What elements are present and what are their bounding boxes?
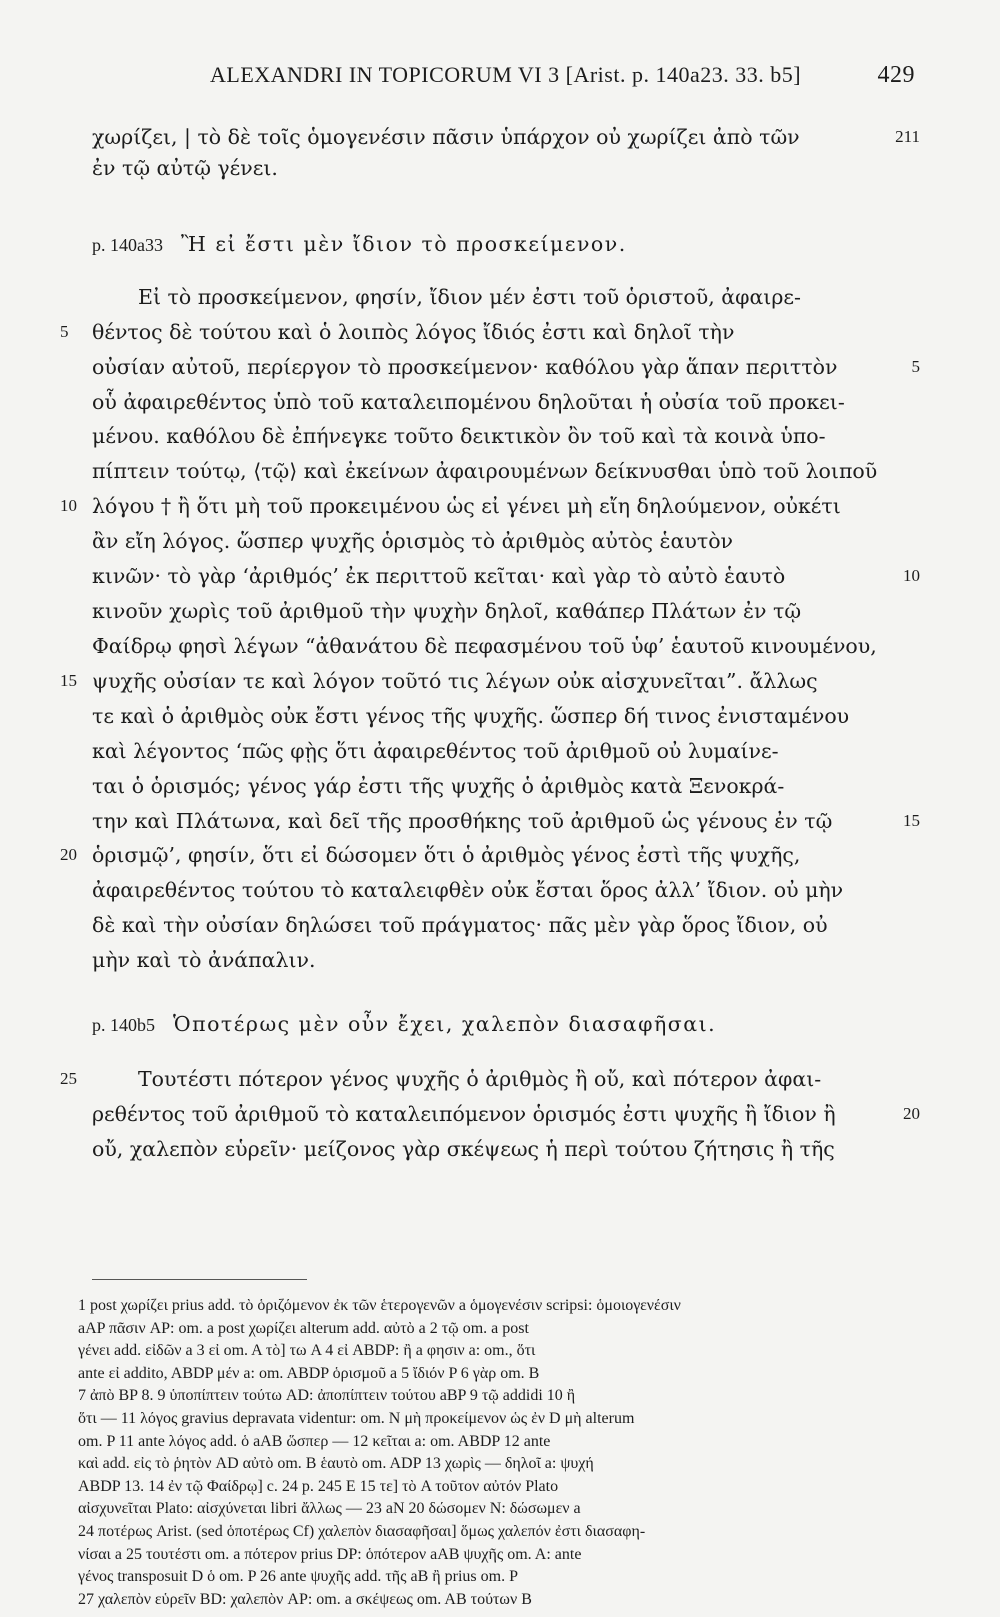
- text-line: [92, 946, 882, 974]
- text-line: [92, 807, 920, 835]
- line-text: οὗ ἀφαιρεθέντος ὑπὸ τοῦ καταλειπομένου δηλοῦται ἡ οὐσία τοῦ προκει-: [92, 390, 845, 414]
- text-line: [92, 876, 882, 904]
- apparatus-line: ante εἰ addito, ABDP μέν a: om. ABDP ὁρισμοῦ a 5 ἴδιόν P 6 γὰρ om. B: [78, 1364, 540, 1382]
- page-number: 429: [877, 62, 915, 88]
- apparatus-line: ABDP 13. 14 ἐν τῷ Φαίδρῳ] c. 24 p. 245 E 15 τε] τὸ A τοῦτον αὐτόν Plato: [78, 1477, 559, 1495]
- text-line: [92, 737, 882, 765]
- line-text: την καὶ Πλάτωνα, καὶ δεῖ τῆς προσθήκης τοῦ ἀριθμοῦ ὡς γένους ἐν τῷ: [92, 809, 833, 833]
- text-line: [92, 230, 882, 259]
- text-line: [92, 562, 920, 590]
- text-line: [92, 422, 882, 450]
- line-text: κινῶν· τὸ γὰρ ‘ἀριθμός’ ἐκ περιττοῦ κεῖται· καὶ γὰρ τὸ αὐτὸ ἑαυτὸ: [92, 564, 786, 588]
- apparatus-line: γένος transposuit D ὁ om. P 26 ante ψυχῆς add. τῆς aB ἢ prius om. P: [78, 1568, 518, 1586]
- text-line: [60, 667, 882, 695]
- line-text: Τουτέστι πότερον γένος ψυχῆς ὁ ἀριθμὸς ἢ οὔ, καὶ πότερον ἀφαι-: [138, 1067, 822, 1091]
- line-number-right: 10: [903, 566, 920, 585]
- running-title: ALEXANDRI IN TOPICORUM VI 3 [Arist. p. 140a23. 33. b5]: [210, 62, 802, 87]
- text-line: [60, 841, 882, 869]
- line-text: ται ὁ ὁρισμός; γένος γάρ ἐστι τῆς ψυχῆς ὁ ἀριθμὸς κατὰ Ξενοκρά-: [92, 774, 785, 798]
- line-number-right: 211: [895, 127, 920, 146]
- apparatus-line: γένει add. εἰδῶν a 3 εἰ om. A τὸ] τω A 4 εἰ ABDP: ἢ a φησιν a: om., ὅτι: [78, 1342, 536, 1360]
- line-number-left: 20: [60, 845, 77, 864]
- text-line: [60, 1065, 882, 1093]
- line-text: λόγου † ἢ ὅτι μὴ τοῦ προκειμένου ὡς εἰ γένει μὴ εἴη δηλούμενον, οὐκέτι: [92, 494, 841, 518]
- apparatus-line: 27 χαλεπὸν εὑρεῖν BD: χαλεπὸν AP: om. a σκέψεως om. AB τούτων B: [78, 1590, 532, 1608]
- line-text: θέντος δὲ τούτου καὶ ὁ λοιπὸς λόγος ἴδιός ἐστι καὶ δηλοῖ τὴν: [92, 320, 735, 344]
- line-text: ἀφαιρεθέντος τούτου τὸ καταλειφθὲν οὐκ ἔσται ὅρος ἀλλ’ ἴδιον. οὐ μὴν: [92, 878, 844, 902]
- text-line: [92, 123, 920, 151]
- text-line: [92, 1100, 920, 1128]
- line-number-right: 15: [903, 811, 920, 830]
- line-text: ψυχῆς οὐσίαν τε καὶ λόγον τοῦτό τις λέγων οὐκ αἰσχυνεῖται”. ἄλλως: [92, 669, 818, 693]
- line-text: χωρίζει, | τὸ δὲ τοῖς ὁμογενέσιν πᾶσιν ὑπάρχον οὐ χωρίζει ἀπὸ τῶν: [92, 125, 800, 149]
- text-line: [92, 1010, 882, 1039]
- line-text: καὶ λέγοντος ‘πῶς φῂς ὅτι ἀφαιρεθέντος τοῦ ἀριθμοῦ οὐ λυμαίνε-: [92, 739, 779, 763]
- text-line: [92, 911, 882, 939]
- line-text: πίπτειν τούτῳ, ⟨τῷ⟩ καὶ ἐκείνων ἀφαιρουμένων δείκνυσθαι ὑπὸ τοῦ λοιποῦ: [92, 459, 878, 483]
- line-number-right: 5: [911, 357, 920, 376]
- line-text: ρεθέντος τοῦ ἀριθμοῦ τὸ καταλειπόμενον ὁρισμός ἐστι ψυχῆς ἢ ἴδιον ἢ: [92, 1102, 836, 1126]
- text-line: [92, 527, 882, 555]
- line-number-left: 10: [60, 496, 77, 515]
- line-number-left: 5: [60, 322, 69, 341]
- apparatus-line: om. P 11 ante λόγος add. ὁ aAB ὥσπερ — 12 κεῖται a: om. ABDP 12 ante: [78, 1432, 551, 1450]
- apparatus-line: αἰσχυνεῖται Plato: αἰσχύνεται libri ἄλλως — 23 aN 20 δώσομεν N: δώσωμεν a: [78, 1500, 581, 1518]
- lemma-reference: p. 140a33: [92, 235, 163, 255]
- line-text: Ὁποτέρως μὲν οὖν ἔχει, χαλεπὸν διασαφῆσαι.: [173, 1012, 717, 1036]
- line-text: τε καὶ ὁ ἀριθμὸς οὐκ ἔστι γένος τῆς ψυχῆς. ὥσπερ δή τινος ἐνισταμένου: [92, 704, 850, 728]
- text-line: [92, 154, 882, 182]
- apparatus-line: νίσαι a 25 τουτέστι om. a πότερον prius DP: ὁπότερον aAB ψυχῆς om. A: ante: [78, 1545, 582, 1563]
- text-line: [92, 597, 882, 625]
- text-line: [60, 318, 882, 346]
- line-text: Εἰ τὸ προσκείμενον, φησίν, ἴδιον μέν ἐστι τοῦ ὁριστοῦ, ἀφαιρε-: [138, 285, 801, 309]
- line-number-left: 25: [60, 1069, 77, 1088]
- line-text: οὔ, χαλεπὸν εὑρεῖν· μείζονος γὰρ σκέψεως ἡ περὶ τούτου ζήτησις ἢ τῆς: [92, 1137, 835, 1161]
- apparatus-line: καὶ add. εἰς τὸ ῥητὸν AD αὐτὸ om. B ἑαυτὸ om. ADP 13 χωρὶς — δηλοῖ a: ψυχή: [78, 1455, 594, 1473]
- apparatus-line: aAP πᾶσιν AP: om. a post χωρίζει alterum add. αὐτὸ a 2 τῷ om. a post: [78, 1319, 529, 1337]
- line-text: κινοῦν χωρὶς τοῦ ἀριθμοῦ τὴν ψυχὴν δηλοῖ, καθάπερ Πλάτων ἐν τῷ: [92, 599, 802, 623]
- line-text: μὴν καὶ τὸ ἀνάπαλιν.: [92, 948, 316, 972]
- text-line: [92, 772, 882, 800]
- text-line: [92, 283, 882, 311]
- line-text: μένου. καθόλου δὲ ἐπήνεγκε τοῦτο δεικτικὸν ὂν τοῦ καὶ τὰ κοινὰ ὑπο-: [92, 424, 826, 448]
- line-text: οὐσίαν αὐτοῦ, περίεργον τὸ προσκείμενον· καθόλου γὰρ ἅπαν περιττὸν: [92, 355, 838, 379]
- lemma-reference: p. 140b5: [92, 1015, 155, 1035]
- apparatus-line: 1 post χωρίζει prius add. τὸ ὁριζόμενον ἐκ τῶν ἑτερογενῶν a ὁμογενέσιν scripsi: ὁμοιογενέσιν: [78, 1297, 681, 1314]
- text-line: [92, 353, 920, 381]
- line-text: δὲ καὶ τὴν οὐσίαν δηλώσει τοῦ πράγματος· πᾶς μὲν γὰρ ὅρος ἴδιον, οὐ: [92, 913, 828, 937]
- line-text: Φαίδρῳ φησὶ λέγων “ἀθανάτου δὲ πεφασμένου τοῦ ὑφ’ ἑαυτοῦ κινουμένου,: [92, 634, 877, 658]
- text-line: [60, 492, 882, 520]
- text-line: [92, 388, 882, 416]
- apparatus-line: ὅτι — 11 λόγος gravius depravata videntur: om. N μὴ προκείμενον ὡς ἐν D μὴ alterum: [78, 1410, 635, 1427]
- line-number-left: 15: [60, 671, 77, 690]
- line-number-right: 20: [903, 1104, 920, 1123]
- apparatus-line: 7 ἀπὸ BP 8. 9 ὑποπίπτειν τούτω AD: ἀποπίπτειν τούτου aBP 9 τῷ addidi 10 ἢ: [78, 1387, 576, 1405]
- line-text: ὁρισμῷ’, φησίν, ὅτι εἰ δώσομεν ὅτι ὁ ἀριθμὸς γένος ἐστὶ τῆς ψυχῆς,: [92, 843, 801, 867]
- line-text: ἐν τῷ αὐτῷ γένει.: [92, 156, 278, 180]
- text-line: [92, 1135, 882, 1163]
- text-line: [92, 632, 882, 660]
- line-text: ἂν εἴη λόγος. ὥσπερ ψυχῆς ὁρισμὸς τὸ ἀριθμὸς αὐτὸς ἑαυτὸν: [92, 529, 733, 553]
- line-text: Ἢ εἰ ἔστι μὲν ἴδιον τὸ προσκείμενον.: [181, 232, 627, 256]
- footnote-rule: [92, 1279, 307, 1280]
- apparatus-line: 24 ποτέρως Arist. (sed ὁποτέρως Cf) χαλεπὸν διασαφῆσαι] ὅμως χαλεπόν ἐστι διασαφη-: [78, 1523, 646, 1540]
- text-line: [92, 457, 882, 485]
- running-head: [60, 62, 915, 89]
- text-line: [92, 702, 882, 730]
